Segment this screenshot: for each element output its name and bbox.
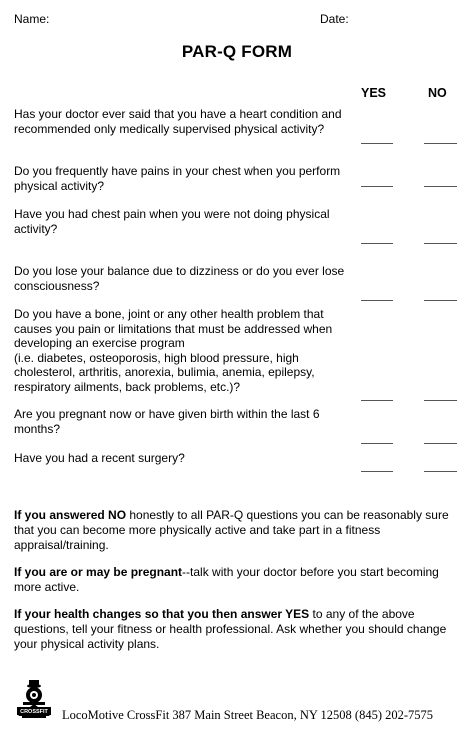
yes-column-header: YES (361, 86, 387, 100)
advice-1-text: honestly to all PAR-Q questions you can be reasonably sure that you can become more physically active and take part in a fitness appraisal/training. (14, 508, 449, 552)
q5-no-answer-line[interactable] (424, 400, 457, 401)
q7-yes-answer-line[interactable] (361, 471, 393, 472)
advice-2-text: --talk with your doctor before you start becoming more active. (14, 565, 439, 594)
no-column-header: NO (428, 86, 447, 100)
advice-paragraph-1 (14, 508, 466, 553)
q5-yes-answer-line[interactable] (361, 400, 393, 401)
advice-3-bold: If your health changes so that you then answer YES (14, 607, 310, 621)
advice-paragraph-2 (14, 565, 466, 595)
question-1: Has your doctor ever said that you have a heart condition and recommended only medically supervised physical activity? (14, 107, 342, 136)
footer-address: LocoMotive CrossFit 387 Main Street Beacon, NY 12508 (845) 202-7575 (62, 708, 434, 722)
advice-2-bold: If you are or may be pregnant (14, 565, 183, 579)
question-3: Have you had chest pain when you were not doing physical activity? (14, 207, 330, 236)
question-2: Do you frequently have pains in your chest when you perform physical activity? (14, 164, 341, 193)
question-5-detail: (i.e. diabetes, osteoporosis, high blood pressure, high cholesterol, arthritis, anorexia, bulimia, anemia, epilepsy, respiratory ailments, back problems, etc.)? (14, 350, 315, 394)
q3-no-answer-line[interactable] (424, 243, 457, 244)
page-title: PAR-Q FORM (181, 42, 293, 61)
q7-no-answer-line[interactable] (424, 471, 457, 472)
q1-no-answer-line[interactable] (424, 143, 457, 144)
name-label: Name: (14, 12, 50, 26)
question-5-text: Do you have a bone, joint or any other health problem that causes you pain or limitations that must be addressed when developing an exercise program (14, 307, 333, 350)
q6-no-answer-line[interactable] (424, 443, 457, 444)
logo-text: CROSSFIT (20, 709, 48, 715)
q1-yes-answer-line[interactable] (361, 143, 393, 144)
question-4: Do you lose your balance due to dizziness or do you ever lose consciousness? (14, 264, 345, 293)
advice-1-bold: If you answered NO (14, 508, 127, 522)
q3-yes-answer-line[interactable] (361, 243, 393, 244)
advice-3-text: to any of the above questions, tell your fitness or health professional. Ask whether you should change your physical activity plans. (14, 607, 447, 651)
question-6: Are you pregnant now or have given birth within the last 6 months? (14, 407, 320, 436)
locomotive-crossfit-logo (14, 678, 54, 720)
q2-yes-answer-line[interactable] (361, 186, 393, 187)
q4-no-answer-line[interactable] (424, 300, 457, 301)
question-5 (14, 307, 349, 394)
advice-paragraph-3 (14, 607, 466, 652)
q4-yes-answer-line[interactable] (361, 300, 393, 301)
q6-yes-answer-line[interactable] (361, 443, 393, 444)
q2-no-answer-line[interactable] (424, 186, 457, 187)
date-label: Date: (320, 12, 349, 26)
question-7: Have you had a recent surgery? (14, 451, 185, 465)
